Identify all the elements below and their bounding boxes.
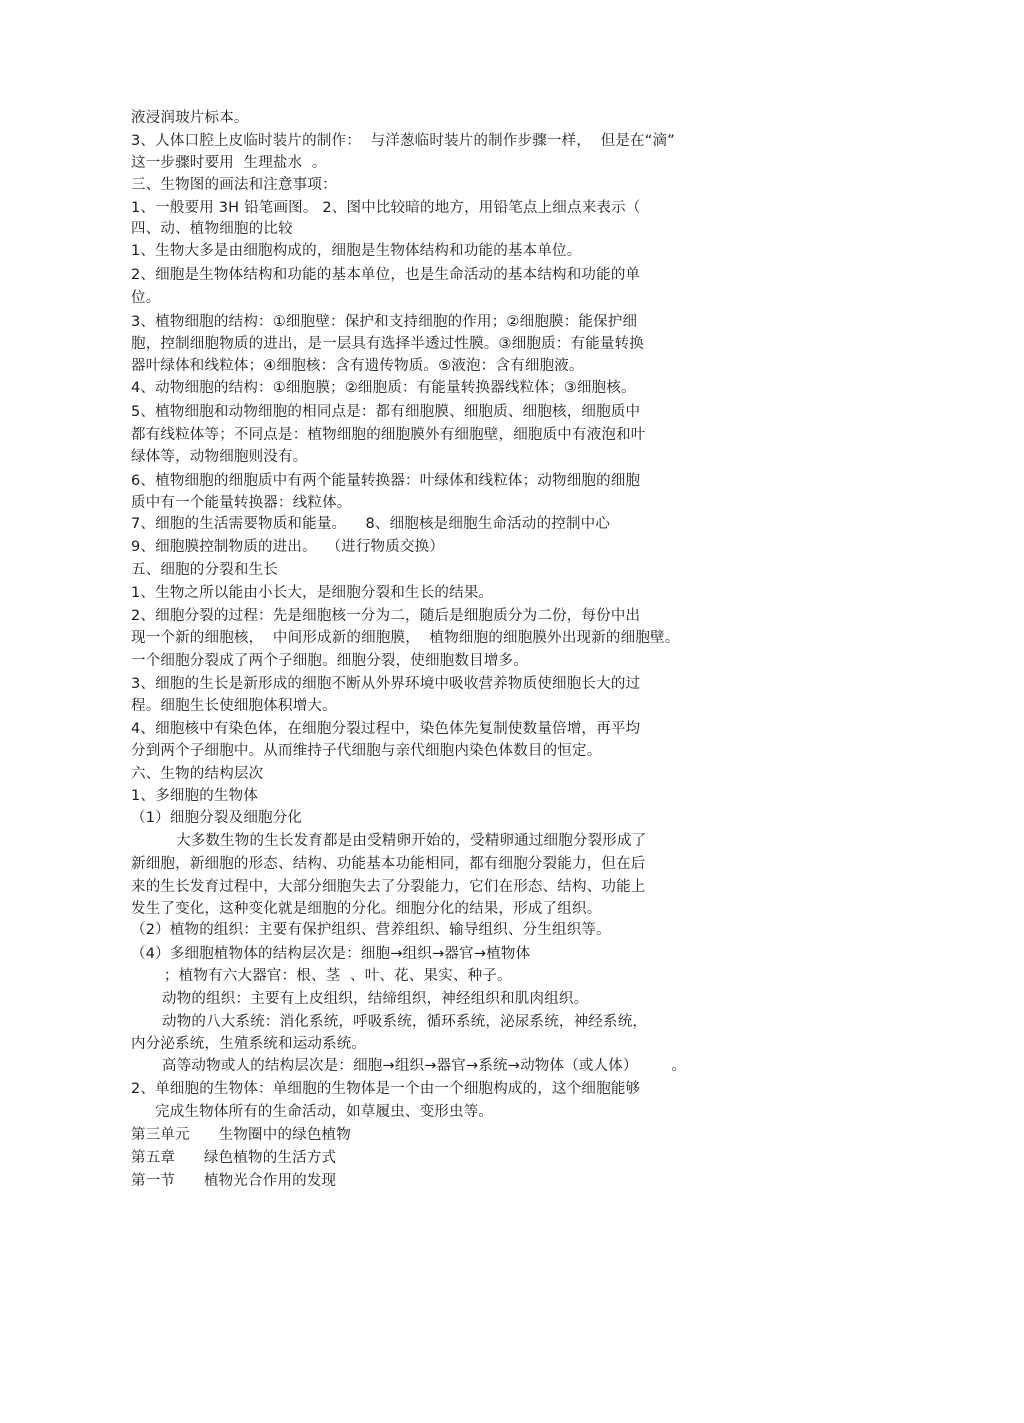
text-line: 2、细胞是生物体结构和功能的基本单位，也是生命活动的基本结构和功能的单: [131, 267, 641, 283]
section-heading: 五、细胞的分裂和生长: [131, 562, 278, 578]
text-line: 高等动物或人的结构层次是：细胞→组织→器官→系统→动物体（或人体） 。: [162, 1058, 687, 1074]
section-heading: 三、生物图的画法和注意事项：: [131, 177, 337, 193]
text-line: 3、人体口腔上皮临时装片的制作： 与洋葱临时装片的制作步骤一样， 但是在“滴”: [131, 133, 675, 149]
text-line: 质中有一个能量转换器：线粒体。: [131, 495, 352, 511]
text-line: 一个细胞分裂成了两个子细胞。细胞分裂，使细胞数目增多。: [131, 653, 528, 669]
text-line: 发生了变化，这种变化就是细胞的分化。细胞分化的结果，形成了组织。: [131, 901, 602, 917]
text-line: 7、细胞的生活需要物质和能量。 8、细胞核是细胞生命活动的控制中心: [131, 516, 611, 532]
text-line: 绿体等，动物细胞则没有。: [131, 449, 308, 465]
text-line: 9、细胞膜控制物质的进出。 （进行物质交换）: [131, 539, 445, 555]
text-line: 动物的组织：主要有上皮组织，结缔组织，神经组织和肌肉组织。: [162, 991, 589, 1007]
text-line: 器叶绿体和线粒体；④细胞核：含有遗传物质。⑤液泡：含有细胞液。: [131, 358, 584, 374]
text-line: 4、细胞核中有染色体，在细胞分裂过程中，染色体先复制使数量倍增，再平均: [131, 721, 641, 737]
section-heading: 第一节 植物光合作用的发现: [131, 1173, 337, 1189]
text-line: 都有线粒体等；不同点是：植物细胞的细胞膜外有细胞壁，细胞质中有液泡和叶: [131, 427, 646, 443]
text-line: ；植物有六大器官：根、茎 、叶、花、果实、种子。: [164, 968, 512, 984]
text-line: （1）细胞分裂及细胞分化: [131, 810, 303, 826]
chapter-heading: 第五章 绿色植物的生活方式: [131, 1150, 337, 1166]
section-heading: 六、生物的结构层次: [131, 766, 264, 782]
text-line: （4）多细胞植物体的结构层次是：细胞→组织→器官→植物体: [131, 946, 531, 962]
text-line: 1、生物之所以能由小长大，是细胞分裂和生长的结果。: [131, 585, 494, 601]
text-line: 位。: [131, 290, 161, 306]
text-line: 4、动物细胞的结构：①细胞膜；②细胞质：有能量转换器线粒体；③细胞核。: [131, 380, 636, 396]
text-line: 程。细胞生长使细胞体积增大。: [131, 698, 337, 714]
text-line: 来的生长发育过程中，大部分细胞失去了分裂能力，它们在形态、结构、功能上: [131, 879, 646, 895]
text-line: 现一个新的细胞核， 中间形成新的细胞膜， 植物细胞的细胞膜外出现新的细胞壁。: [131, 630, 680, 646]
text-line: 这一步骤时要用 生理盐水 。: [131, 155, 327, 171]
text-line: （2）植物的组织：主要有保护组织、营养组织、输导组织、分生组织等。: [131, 922, 611, 938]
text-line: 分到两个子细胞中。从而维持子代细胞与亲代细胞内染色体数目的恒定。: [131, 743, 602, 759]
text-line: 动物的八大系统：消化系统，呼吸系统，循环系统，泌尿系统，神经系统，: [162, 1014, 648, 1030]
text-line: 液浸润玻片标本。: [131, 110, 249, 126]
text-line: 完成生物体所有的生命活动，如草履虫、变形虫等。: [155, 1104, 494, 1120]
unit-heading: 第三单元 生物圈中的绿色植物: [131, 1127, 351, 1143]
text-line: 2、细胞分裂的过程：先是细胞核一分为二，随后是细胞质分为二份，每份中出: [131, 608, 641, 624]
text-line: 6、植物细胞的细胞质中有两个能量转换器：叶绿体和线粒体；动物细胞的细胞: [131, 473, 641, 489]
text-line: 胞，控制细胞物质的进出，是一层具有选择半透过性膜。③细胞质：有能量转换: [131, 336, 644, 352]
text-line: 1、多细胞的生物体: [131, 788, 259, 804]
text-line: 1、生物大多是由细胞构成的，细胞是生物体结构和功能的基本单位。: [131, 243, 582, 259]
text-line: 3、细胞的生长是新形成的细胞不断从外界环境中吸收营养物质使细胞长大的过: [131, 676, 641, 692]
section-heading: 四、动、植物细胞的比较: [131, 221, 293, 237]
text-line: 大多数生物的生长发育都是由受精卵开始的，受精卵通过细胞分裂形成了: [176, 833, 647, 849]
text-line: 内分泌系统，生殖系统和运动系统。: [131, 1036, 367, 1052]
text-line: 新细胞，新细胞的形态、结构、功能基本功能相同，都有细胞分裂能力，但在后: [131, 856, 646, 872]
text-line: 3、植物细胞的结构：①细胞壁：保护和支持细胞的作用；②细胞膜：能保护细: [131, 314, 638, 330]
text-line: 2、单细胞的生物体：单细胞的生物体是一个由一个细胞构成的，这个细胞能够: [131, 1081, 641, 1097]
text-line: 1、一般要用 3H 铅笔画图。 2、图中比较暗的地方，用铅笔点上细点来表示（: [131, 200, 641, 216]
text-line: 5、植物细胞和动物细胞的相同点是：都有细胞膜、细胞质、细胞核，细胞质中: [131, 404, 641, 420]
